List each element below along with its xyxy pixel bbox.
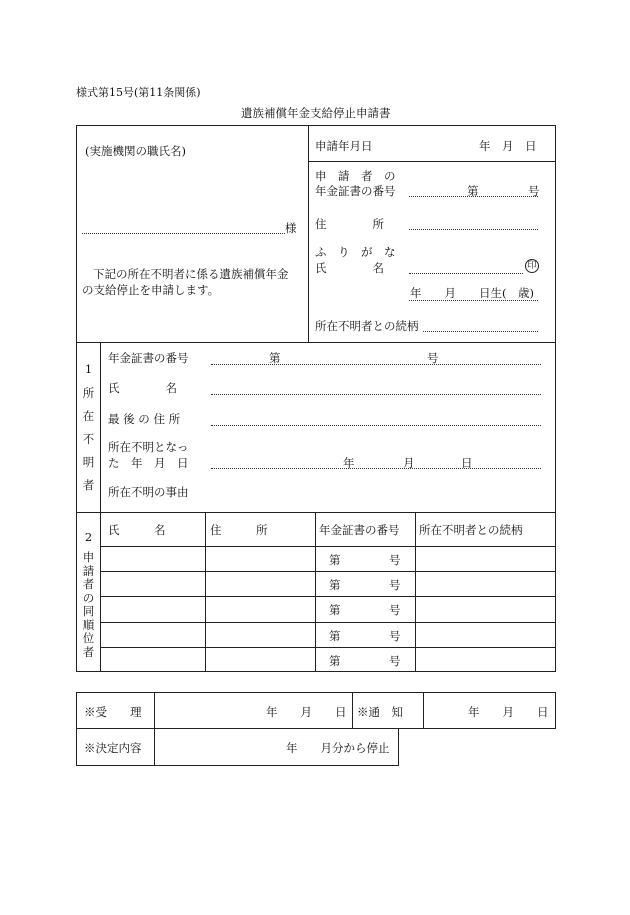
row4-dai: 第 bbox=[329, 629, 341, 643]
section1-heading: 所 在 不 明 者 bbox=[82, 386, 95, 492]
name-label: 氏 名 bbox=[315, 261, 384, 275]
last-address-field[interactable] bbox=[211, 425, 541, 426]
col-pension-number: 年金証書の番号 bbox=[319, 523, 400, 537]
col-relationship: 所在不明者との続柄 bbox=[419, 523, 523, 537]
missing-reason-label: 所在不明の事由 bbox=[108, 485, 189, 499]
receipt-label: ※受 理 bbox=[84, 705, 142, 719]
missing-date-label-1: 所在不明となっ bbox=[108, 440, 189, 454]
relationship-field[interactable] bbox=[423, 331, 538, 332]
application-date[interactable]: 年 月 日 bbox=[479, 139, 537, 153]
applicant-pension-label-2: 年金証書の番号 bbox=[315, 184, 396, 198]
go-label: 号 bbox=[427, 351, 439, 365]
col-name: 氏 名 bbox=[108, 523, 166, 537]
section2-number: 2 bbox=[84, 530, 93, 544]
year-label: 年 bbox=[343, 456, 355, 470]
applicant-pension-number-field[interactable] bbox=[409, 196, 538, 197]
section1-number: 1 bbox=[84, 362, 93, 376]
missing-pension-label: 年金証書の番号 bbox=[108, 351, 189, 365]
section2-heading: 申 請 者 の 同 順 位 者 bbox=[82, 550, 95, 659]
row3-dai: 第 bbox=[329, 603, 341, 617]
go-label: 号 bbox=[528, 184, 540, 198]
applicant-address-field[interactable] bbox=[409, 229, 538, 230]
recipient-label: (実施機関の職氏名) bbox=[85, 144, 186, 158]
row4-go: 号 bbox=[389, 629, 401, 643]
missing-name-label: 氏 名 bbox=[108, 381, 177, 395]
furigana-label: ふ り が な bbox=[315, 245, 396, 259]
relationship-label: 所在不明者との続柄 bbox=[315, 319, 419, 333]
office-use-box bbox=[76, 692, 556, 766]
applicant-pension-label-1: 申 請 者 の bbox=[315, 169, 396, 183]
row1-dai: 第 bbox=[329, 553, 341, 567]
row1-go: 号 bbox=[389, 553, 401, 567]
col-address: 住 所 bbox=[210, 523, 268, 537]
missing-date-field[interactable] bbox=[211, 468, 541, 469]
day-label: 日 bbox=[461, 456, 473, 470]
last-address-label: 最 後 の 住 所 bbox=[108, 412, 181, 426]
form-number: 様式第15号(第11条関係) bbox=[76, 86, 201, 99]
receipt-date[interactable]: 年 月 日 bbox=[266, 705, 347, 719]
request-text-2: の支給停止を申請します。 bbox=[82, 283, 220, 297]
birth-date[interactable]: 年 月 日生( 歳) bbox=[410, 286, 534, 300]
dai-label: 第 bbox=[467, 184, 479, 198]
dai-label: 第 bbox=[269, 351, 281, 365]
sama-label: 様 bbox=[285, 221, 297, 235]
applicant-name-field[interactable] bbox=[409, 273, 523, 274]
application-form bbox=[76, 125, 556, 672]
row2-go: 号 bbox=[389, 578, 401, 592]
row5-go: 号 bbox=[389, 654, 401, 668]
decision-label: ※決定内容 bbox=[84, 741, 142, 755]
missing-date-label-2: た 年 月 日 bbox=[108, 456, 189, 470]
row3-go: 号 bbox=[389, 603, 401, 617]
missing-name-field[interactable] bbox=[211, 394, 541, 395]
address-label: 住 所 bbox=[315, 217, 384, 231]
missing-pension-number-field[interactable] bbox=[211, 364, 541, 365]
row5-dai: 第 bbox=[329, 654, 341, 668]
recipient-field[interactable] bbox=[82, 233, 285, 234]
notice-label: ※通 知 bbox=[357, 705, 403, 719]
month-label: 月 bbox=[403, 456, 415, 470]
seal-mark: 印 bbox=[525, 259, 539, 273]
application-date-label: 申請年月日 bbox=[315, 139, 373, 153]
decision-value[interactable]: 年 月分から停止 bbox=[286, 741, 390, 755]
notice-date[interactable]: 年 月 日 bbox=[468, 705, 549, 719]
request-text-1: 下記の所在不明者に係る遺族補償年金 bbox=[93, 267, 289, 281]
row2-dai: 第 bbox=[329, 578, 341, 592]
form-title: 遺族補償年金支給停止申請書 bbox=[241, 106, 391, 120]
